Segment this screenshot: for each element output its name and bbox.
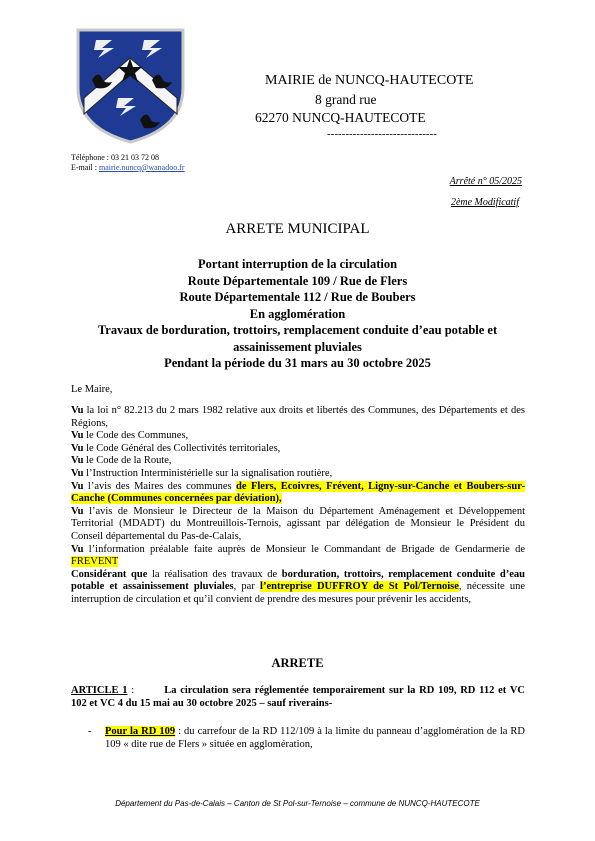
visa-4: Vu le Code de la Route, [71, 455, 172, 467]
telephone: Téléphone : 03 21 03 72 08 [71, 153, 159, 162]
coat-of-arms [76, 28, 185, 144]
subtitle-line: Portant interruption de la circulation [197, 257, 398, 271]
header-rule: ------------------------------ [327, 128, 437, 140]
subtitle-line: Travaux de borduration, trottoirs, remplacement conduite d’eau potable et assainissement pluviales [97, 323, 498, 354]
mairie-name: MAIRIE de NUNCQ-HAUTECOTE [265, 73, 474, 88]
visa-2: Vu le Code des Communes, [71, 430, 189, 442]
page-footer: Département du Pas-de-Calais – Canton de St Pol-sur-Ternoise – commune de NUNCQ-HAUTECOTE [115, 799, 480, 808]
visa-5: Vu l’Instruction Interministérielle sur la signalisation routière, [71, 467, 333, 479]
address-street: 8 grand rue [315, 92, 377, 107]
bullet-rd109-label: Pour la RD 109 [105, 726, 176, 737]
visa-1: Vu la loi n° 82.213 du 2 mars 1982 relative aux droits et libertés des Communes, des Départements et des Régions, [71, 405, 525, 429]
highlight-communes: de Flers, Ecoivres, Frévent, Ligny-sur-Canche et Boubers-sur-Canche (Communes concernées par déviation), [71, 480, 525, 505]
subtitle-block [60, 256, 535, 372]
highlight-frevent: FREVENT [71, 556, 119, 568]
email-link[interactable]: mairie.nuncq@wanadoo.fr [99, 163, 185, 172]
article-1-text: La circulation sera réglementée temporairement sur la RD 109, RD 112 et VC 102 et VC 4 du 15 mai au 30 octobre 2025 – sauf riverains- [71, 685, 525, 709]
visa-7: Vu l’avis de Monsieur le Directeur de la Maison du Département Aménagement et Développement Territorial (MDADT) du Montreuillois-Ternois, agissant par délégation de Monsieur le Président du Conseil départemental du Pas-de-Calais, [71, 505, 525, 542]
subtitle-line: Pendant la période du 31 mars au 30 octobre 2025 [164, 356, 431, 370]
subtitle-line: Route Départementale 112 / Rue de Boubers [179, 290, 416, 304]
subtitle-line: Route Départementale 109 / Rue de Flers [187, 273, 408, 288]
modificatif: 2ème Modificatif [450, 197, 519, 208]
address-city: 62270 NUNCQ-HAUTECOTE [255, 110, 426, 125]
visa-8: Vu l’information préalable faite auprès de Monsieur le Commandant de Brigade de Gendarmerie de FREVENT [71, 543, 525, 568]
visa-6: Vu l’avis des Maires des communes de Flers, Ecoivres, Frévent, Ligny-sur-Canche et Boubers-sur-Canche (Communes concernées par déviation), [71, 480, 525, 505]
bullet-rd109: Pour la RD 109 : du carrefour de la RD 112/109 à la limite du panneau d’agglomération de la RD 109 « dite rue de Flers » située en agglomération, [105, 726, 526, 750]
visas-block [71, 405, 525, 607]
le-maire: Le Maire, [71, 384, 113, 395]
subtitle-line: En agglomération [249, 306, 346, 321]
email-label: E-mail : [71, 163, 99, 172]
considerant: Considérant que la réalisation des travaux de borduration, trottoirs, remplacement conduite d’eau potable et assainissement pluviales, par l’entreprise DUFFROY de St Pol/Ternoise, nécessite une interruption de circulation et qu’il convient de prendre des mesures pour prévenir les accidents, [71, 568, 526, 605]
visa-3: Vu le Code Général des Collectivités territoriales, [71, 442, 281, 454]
email-line [71, 163, 185, 173]
arrete-number: Arrêté n° 05/2025 [449, 176, 522, 187]
highlight-entreprise: l’entreprise DUFFROY de St Pol/Ternoise [260, 581, 459, 593]
page-title: ARRETE MUNICIPAL [225, 221, 370, 237]
bullet-dash: - [88, 726, 92, 737]
article-1: ARTICLE 1 : La circulation sera réglementée temporairement sur la RD 109, RD 112 et VC 102 et VC 4 du 15 mai au 30 octobre 2025 – sauf riverains- [71, 685, 525, 709]
article-1-label: ARTICLE 1 [71, 685, 128, 696]
arrete-heading: ARRETE [271, 656, 324, 670]
